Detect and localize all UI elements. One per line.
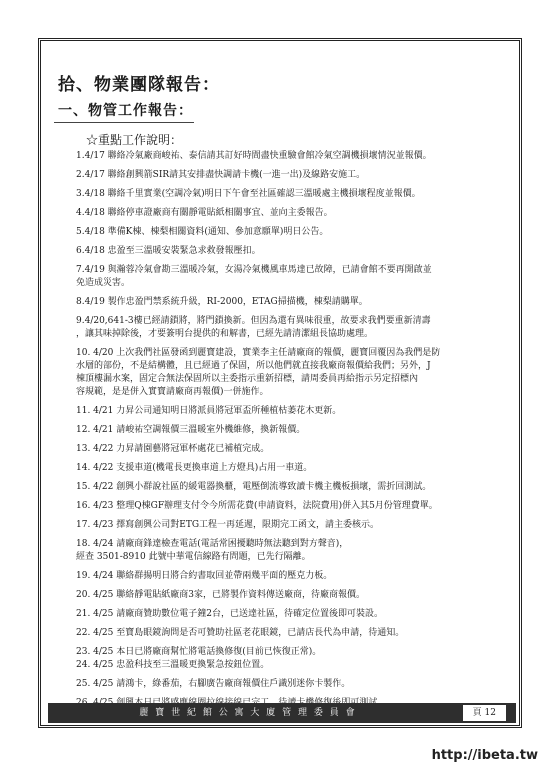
work-item: 17. 4/23 擇寫創興公司對ETG工程一再延遲，限期完工函文，請主委核示。 (76, 520, 380, 530)
work-item-list (76, 150, 496, 716)
work-item: 2.4/17 聯絡創興箭SIR請其安排盡快調請卡機(一進一出)及線路安施工。 (76, 170, 366, 180)
work-item: 20. 4/25 聯絡靜電貼紙廠商3家，已將製作資料傳送廠商，待廠商報價。 (76, 590, 365, 600)
page-number: 頁 12 (463, 705, 506, 721)
footer-org-name: 麗 寶 世 紀 館 公 寓 大 廈 管 理 委 員 會 (139, 708, 357, 718)
work-item: 23. 4/25 本日已將廠商幫忙將電話換修復(目前已恢復正常)。 24. 4/25 忠盈科技至三溫暖更換緊急按鈕位置。 (76, 647, 322, 670)
work-item: 10. 4/20 上次我們社區發函到麗寶建設，實業李主任請廠商的報價，麗寶回覆因為我們是防 水層的部份，不是結構體，且已經過了保固，所以他們就直接我廠商報價給我們；另外，J 棟頂樓漏水案，固定合無法保固所以主委指示重新招標，請周委員再給指示另定招標內 容規範，是是併入實寶請廠商再報價)一併施作。 (76, 348, 441, 397)
footer-bar (48, 703, 516, 723)
work-item: 15. 4/22 創興小群說社區的緩電器換櫃，電壓倒流導致讀卡機主機板損壞，需折回測試。 (76, 482, 432, 492)
work-item: 1.4/17 聯絡冷氣廠商峻祐、泰信請其訂好時間盡快重驗會館冷氣空調機損壞情況並報價。 (76, 151, 432, 161)
work-item: 12. 4/21 請峻祐空調報價三溫暖室外機維修，換新報價。 (76, 425, 306, 435)
work-item: 13. 4/22 力昇請園藝將冠軍杯處花已補植完成。 (76, 444, 270, 454)
subsection-underline (54, 122, 194, 123)
watermark-url: http://ibeta.tw (431, 748, 538, 763)
work-item: 6.4/18 忠盈至三溫暖安裝緊急求救發報壓扣。 (76, 246, 261, 256)
work-item: 25. 4/25 請鴻卡，綠番茄，右腳廣告廠商報價住戶識別迷你卡製作。 (76, 679, 351, 689)
work-item: 7.4/19 與瀚蓉冷氣會勘三溫暖冷氣，女湯冷氣機風車馬達已故障，已請會館不要再開啟並 免造成災害。 (76, 265, 432, 288)
work-item: 22. 4/25 至寶島眼鏡詢問是否可贊助社區老花眼鏡，已請店長代為申請，待通知。 (76, 628, 405, 638)
work-item: 18. 4/24 請廠商鋒達檢查電話(電話常困擾聽時無法聽到對方聲音)， 經查 3501-8910 此號中華電信線路有問題，已先行隔離。 (76, 539, 349, 562)
work-item: 4.4/18 聯絡停車證廠商有關靜電貼紙相關事宜、並向主委報告。 (76, 208, 333, 218)
work-item: 5.4/18 準備K棟、棟梨相關資料(通知、參加意願單)明日公告。 (76, 227, 329, 237)
work-item: 8.4/19 製作忠盈門禁系統升級，RI-2000，ETAG掃描機，棟梨請購單。 (76, 297, 368, 307)
work-item: 21. 4/25 請廠商贊助數位電子鐘2台，已送達社區，待確定位置後即可裝設。 (76, 609, 383, 619)
subsection-title: 一、物管工作報告： (58, 103, 193, 119)
work-item: 11. 4/21 力昇公司通知明日將派員將冠軍盃所種植枯萎花木更新。 (76, 406, 342, 416)
intro-heading: ☆重點工作說明： (86, 133, 183, 147)
work-item: 14. 4/22 支援車道(機電長更換車道上方燈具)占用一車道。 (76, 463, 313, 473)
work-item: 19. 4/24 聯絡群揚明日將合約書取回並帶兩幾平面的壓克力板。 (76, 571, 333, 581)
work-item: 9.4/20,641-3樓已經請鎖將，將門鎖換新。但因為還有異味很重，故要求我們要重新清壽 ，讓其味掉除後，才要簽明台提供的和解書，已經先請清潔組長協助處理。 (76, 316, 431, 339)
section-title: 拾、物業團隊報告： (58, 75, 220, 95)
work-item: 16. 4/23 整理Q棟GF辦理支付令今所需花費(申請資料，法院費用)併入其5月份管理費單。 (76, 501, 438, 511)
work-item: 3.4/18 聯絡千里實業(空調冷氣)明日下午會至社區確認三溫暖處主機損壞程度並報價。 (76, 189, 421, 199)
